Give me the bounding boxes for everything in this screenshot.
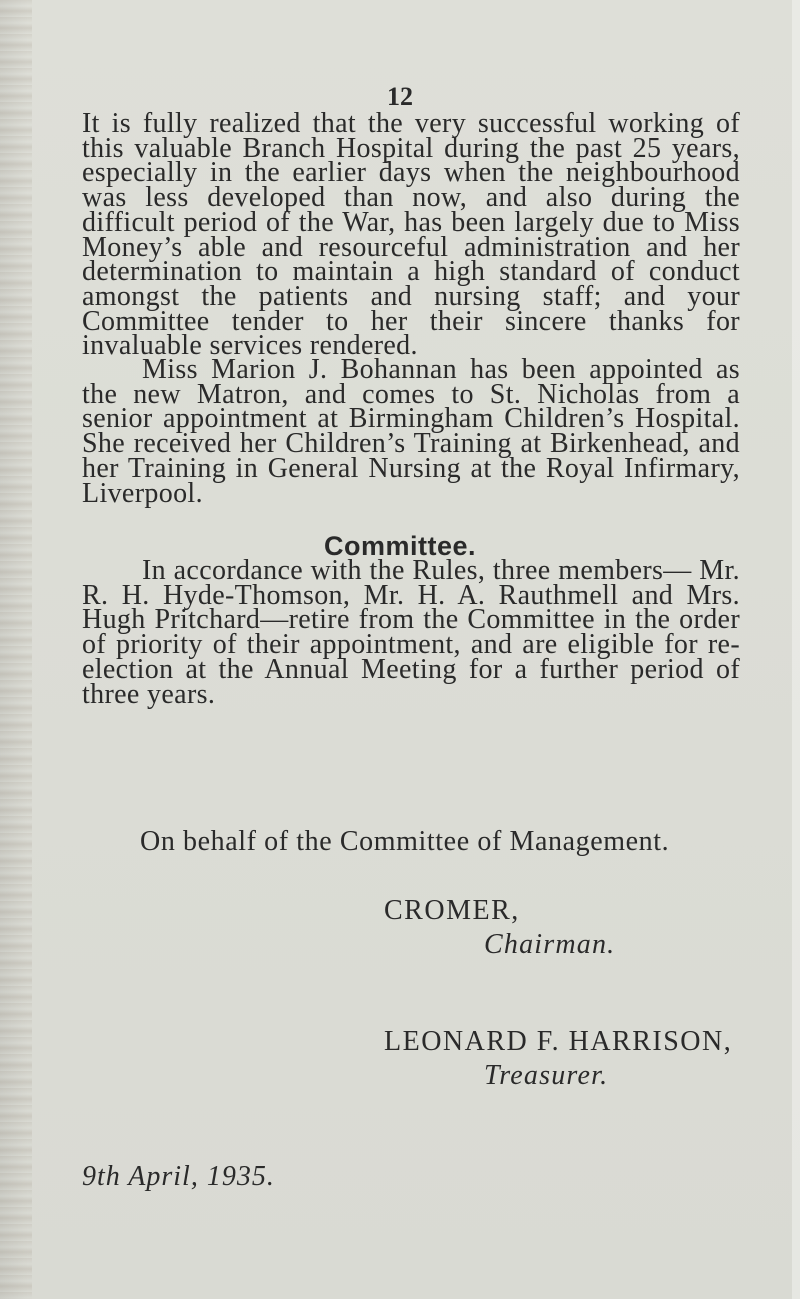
document-date: 9th April, 1935. <box>82 1161 275 1192</box>
chairman-name: CROMER, <box>384 895 520 926</box>
paragraph-new-matron: Miss Marion J. Bohannan has been appointed as the new Matron, and comes to St. Nicholas from a senior appointment at Birmingham Children’s Hospital. She received her Children’s Training at Birkenhead, and her Training in General Nursing at the Royal Infirmary, Liverpool. <box>82 354 740 509</box>
treasurer-title: Treasurer. <box>484 1060 609 1091</box>
page-right-edge <box>792 0 800 1299</box>
paragraph-committee-rules: In accordance with the Rules, three members— Mr. R. H. Hyde-Thomson, Mr. H. A. Rauthmell and Mrs. Hugh Pritchard—retire from the Committee in the order of priority of their appointment, and are eligible for re-election at the Annual Meeting for a further period of three years. <box>82 555 740 710</box>
chairman-title: Chairman. <box>484 929 616 960</box>
paragraph-branch-hospital: It is fully realized that the very successful working of this valuable Branch Hospital during the past 25 years, especially in the earlier days when the neighbourhood was less developed than now, and also during the difficult period of the War, has been largely due to Miss Money’s able and resourceful administration and her determination to maintain a high standard of conduct amongst the patients and nursing staff; and your Committee tender to her their sincere thanks for invaluable services rendered. <box>82 108 740 362</box>
page-left-edge <box>0 0 32 1299</box>
treasurer-name: LEONARD F. HARRISON, <box>384 1026 733 1057</box>
closing-line: On behalf of the Committee of Management. <box>140 826 670 857</box>
page-number: 12 <box>387 82 413 111</box>
section-heading-committee: Committee. <box>323 531 477 561</box>
